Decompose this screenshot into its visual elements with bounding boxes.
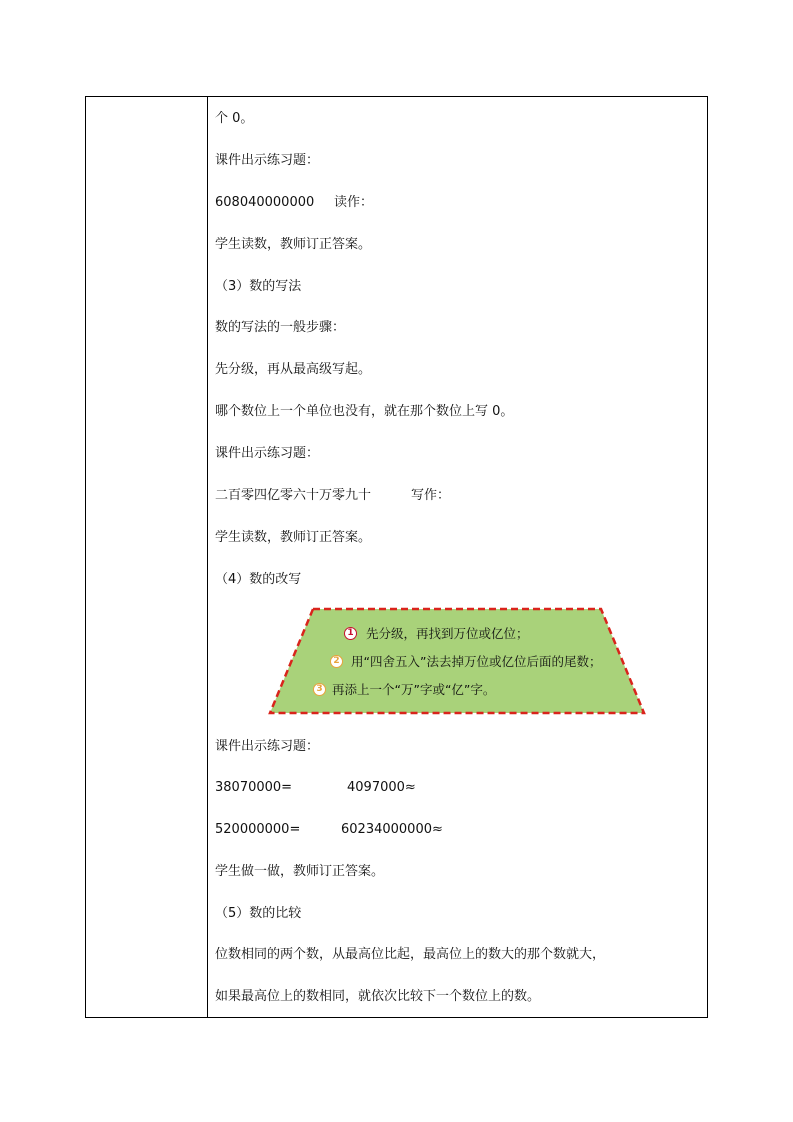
exercise-item: 38070000= (215, 780, 293, 795)
text-line: 数的写法的一般步骤： (215, 320, 346, 335)
text-line: 个 0。 (215, 111, 254, 126)
exercise-number: 二百零四亿零六十万零九十 (215, 488, 372, 503)
exercise-label: 写作： (411, 488, 451, 503)
text-line: 学生读数，教师订正答案。 (215, 530, 372, 545)
section-heading: （5）数的比较 (215, 906, 302, 921)
text-line: 学生读数，教师订正答案。 (215, 237, 372, 252)
exercise-item: 60234000000≈ (341, 822, 443, 837)
step-text: 用“四舍五入”法去掉万位或亿位后面的尾数； (351, 654, 602, 669)
text-line: 课件出示练习题： (215, 446, 320, 461)
exercise-item: 4097000≈ (347, 780, 416, 795)
step-number-badge: 1 (344, 627, 357, 640)
column-divider (207, 96, 208, 1018)
section-heading: （3）数的写法 (215, 279, 302, 294)
text-line: 位数相同的两个数，从最高位比起，最高位上的数大的那个数就大， (215, 947, 606, 962)
steps-callout (265, 606, 649, 716)
exercise-item: 520000000= (215, 822, 301, 837)
step-number-badge: 2 (330, 655, 343, 668)
step-text: 先分级，再找到万位或亿位； (366, 626, 529, 641)
exercise-label: 读作： (334, 195, 374, 210)
text-line: 如果最高位上的数相同，就依次比较下一个数位上的数。 (215, 989, 541, 1004)
step-number-badge: 3 (313, 683, 326, 696)
text-line: 哪个数位上一个单位也没有，就在那个数位上写 0。 (215, 404, 514, 419)
text-line: 先分级，再从最高级写起。 (215, 362, 372, 377)
text-line: 学生做一做，教师订正答案。 (215, 864, 385, 879)
section-heading: （4）数的改写 (215, 572, 302, 587)
exercise-number: 608040000000 (215, 195, 315, 210)
text-line: 课件出示练习题： (215, 739, 320, 754)
lesson-table (85, 96, 708, 1018)
step-text: 再添上一个“万”字或“亿”字。 (332, 682, 496, 697)
text-line: 课件出示练习题： (215, 153, 320, 168)
